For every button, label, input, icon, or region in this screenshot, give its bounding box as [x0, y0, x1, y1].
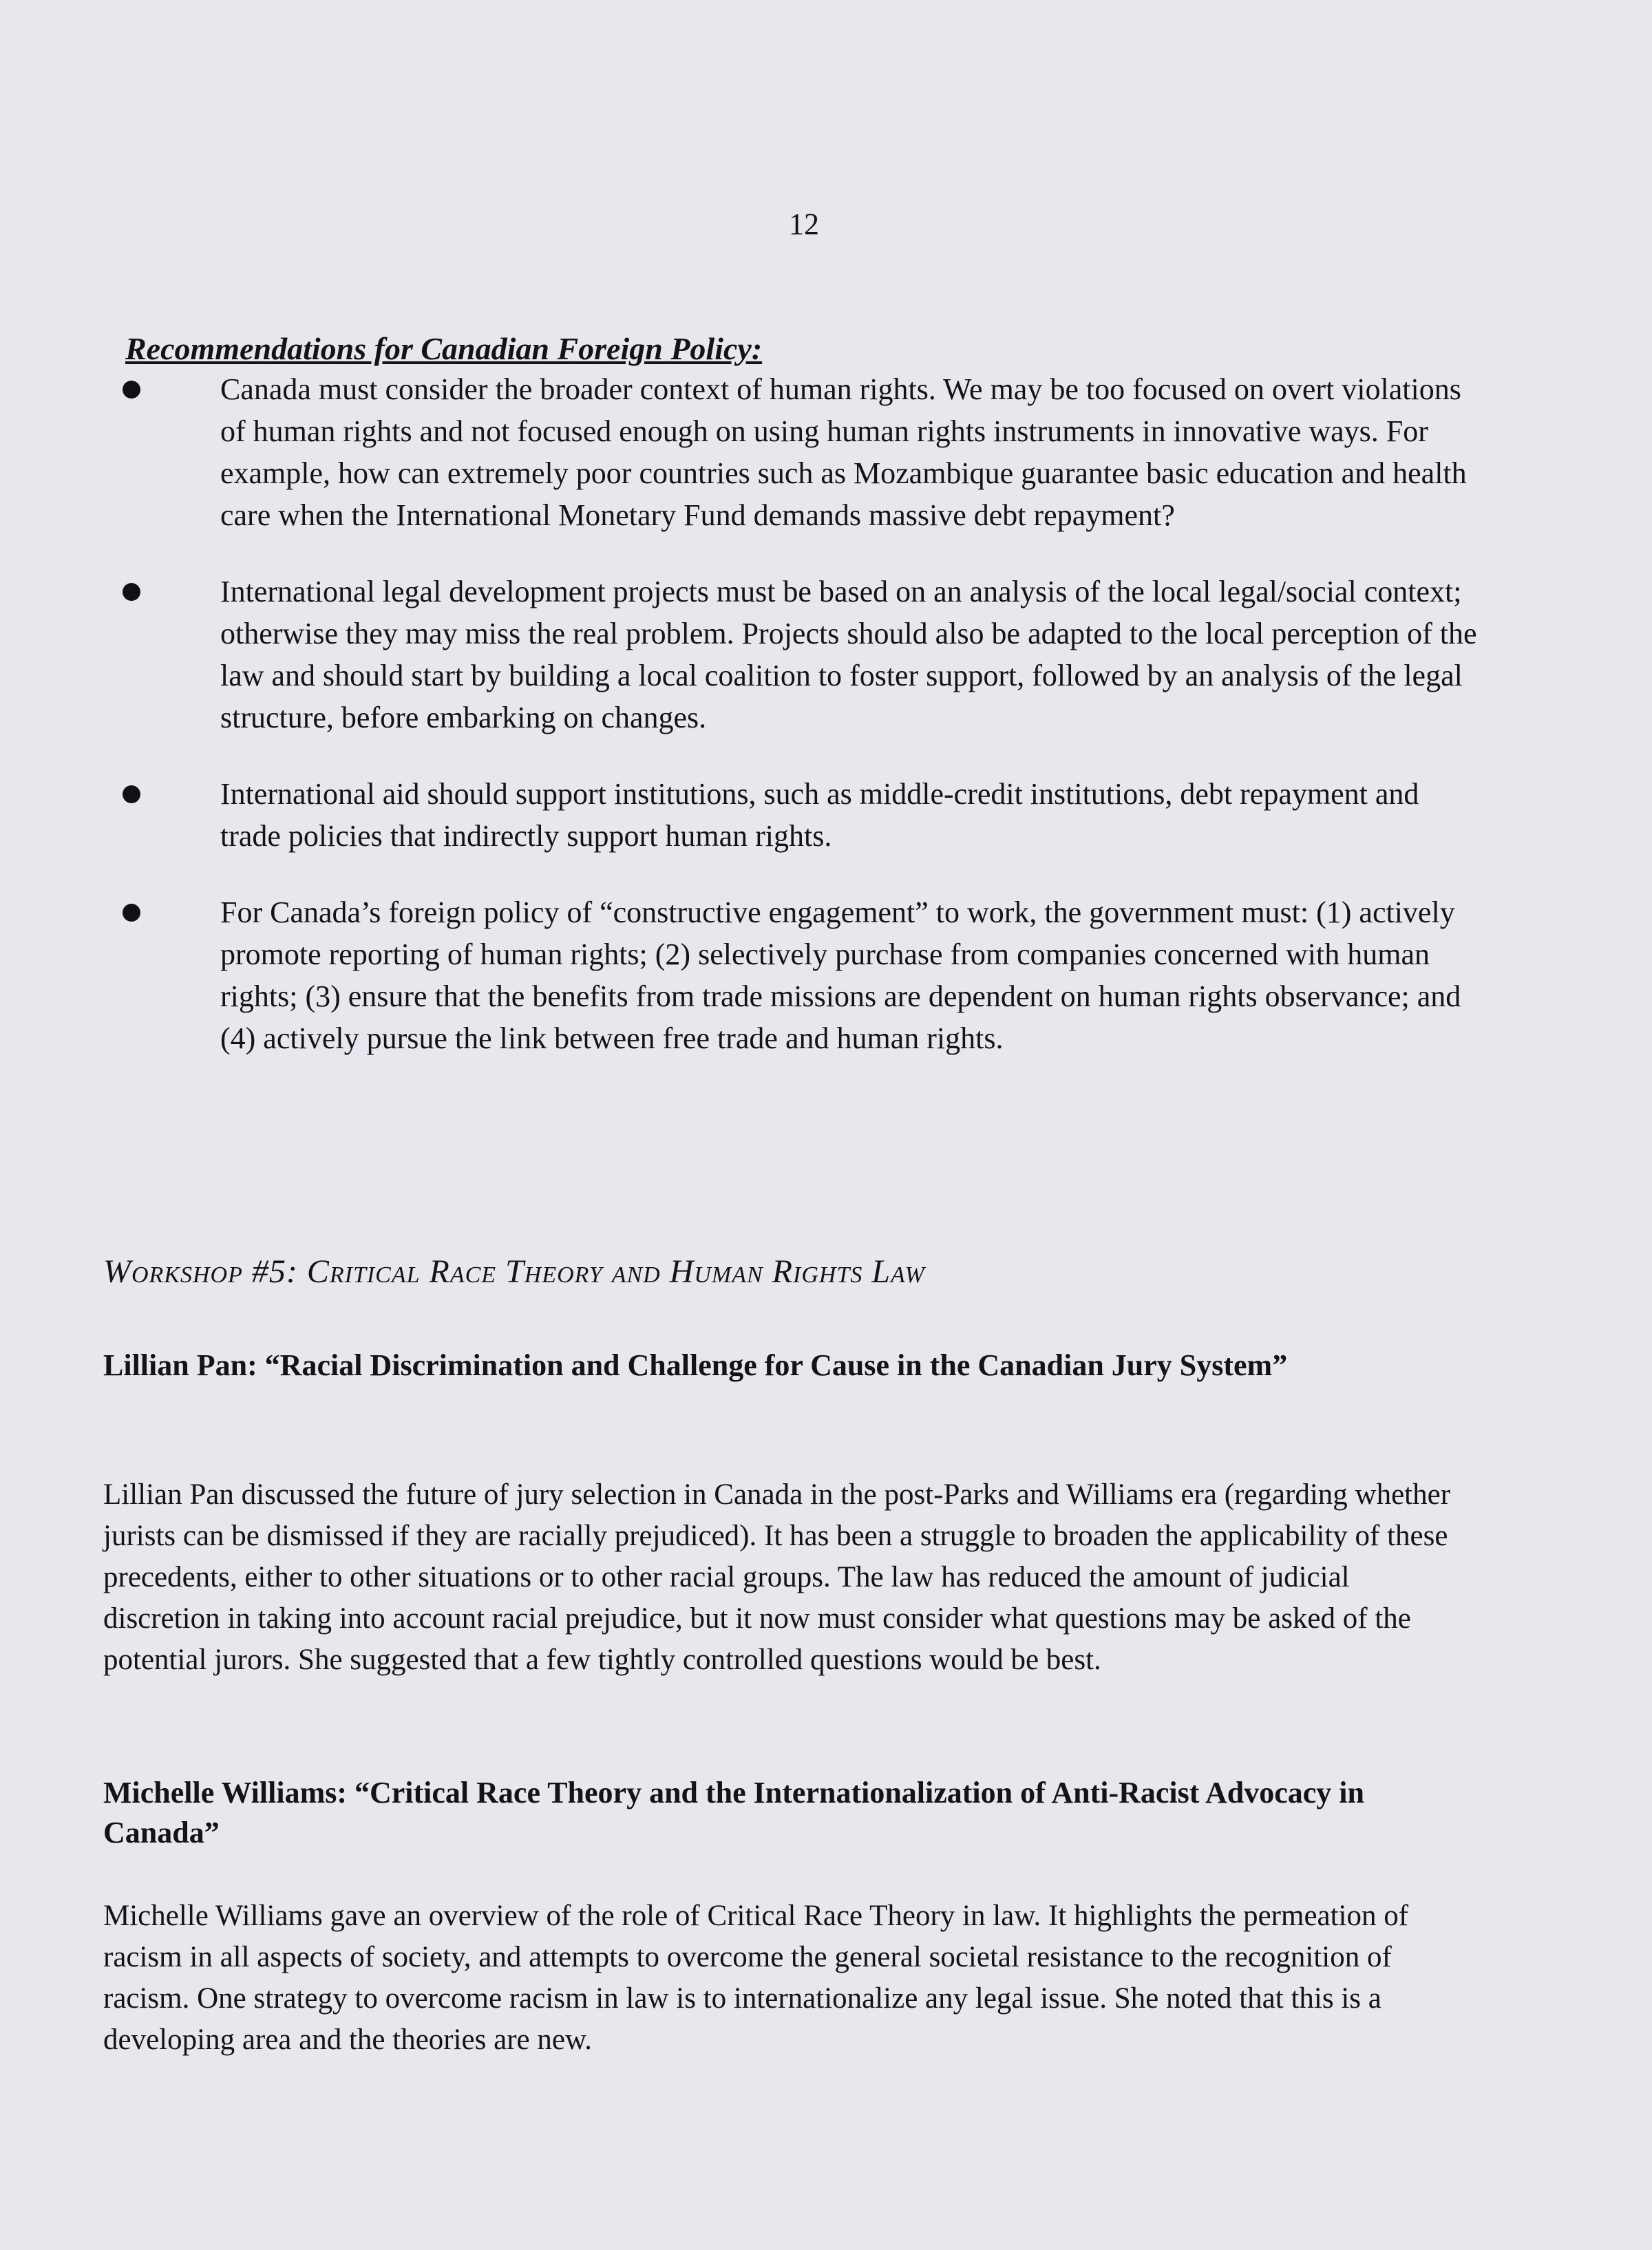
list-item-text: Canada must consider the broader context of human rights. We may be too focused on overt violations of human rights and not focused enough on using human rights instruments in innovative ways. For example, how can extremely poor countries such as Mozambique guarantee basic education and health care when the International Monetary Fund demands massive debt repayment? — [220, 372, 1467, 532]
list-item-text: For Canada’s foreign policy of “constructive engagement” to work, the government must: (1) actively promote reporting of human rights; (2) selectively purchase from companies concerned with human rights; (3) ensure that the benefits from trade missions are dependent on human rights observance; and (4) actively pursue the link between free trade and human rights. — [220, 895, 1461, 1055]
list-item-text: International aid should support institutions, such as middle-credit institutions, debt repayment and trade policies that indirectly support human rights. — [220, 777, 1419, 853]
bullet-icon — [123, 583, 140, 601]
bullet-icon — [123, 381, 140, 399]
bullet-icon — [123, 785, 140, 803]
list-item — [110, 368, 1487, 536]
page-number: 12 — [789, 207, 819, 241]
talk-title: Michelle Williams: “Critical Race Theory and the Internationalization of Anti-Racist Advocacy in Canada” — [103, 1776, 1364, 1849]
talk-summary: Michelle Williams gave an overview of the role of Critical Race Theory in law. It highlights the permeation of racism in all aspects of society, and attempts to overcome the general societal resistance to the recognition of racism. One strategy to overcome racism in law is to internationalize any legal issue. She noted that this is a developing area and the theories are new. — [103, 1900, 1409, 2056]
recommendations-heading: Recommendations for Canadian Foreign Policy: — [125, 331, 763, 366]
list-item — [110, 571, 1487, 739]
list-item — [110, 773, 1487, 857]
list-item-text: International legal development projects must be based on an analysis of the local legal/social context; otherwise they may miss the real problem. Projects should also be adapted to the local perception of the law and should start by building a local coalition to foster support, followed by an analysis of the legal structure, before embarking on changes. — [220, 575, 1477, 734]
bullet-icon — [123, 904, 140, 922]
recommendations-list — [110, 368, 1487, 1094]
list-item — [110, 891, 1487, 1059]
talk-summary: Lillian Pan discussed the future of jury selection in Canada in the post-Parks and Williams era (regarding whether jurists can be dismissed if they are racially prejudiced). It has been a struggle to broaden the applicability of these precedents, either to other situations or to other racial groups. The law has reduced the amount of judicial discretion in taking into account racial prejudice, but it now must consider what questions may be asked of the potential jurors. She suggested that a few tightly controlled questions would be best. — [103, 1478, 1451, 1676]
talk-title: Lillian Pan: “Racial Discrimination and Challenge for Cause in the Canadian Jury System” — [103, 1348, 1288, 1382]
workshop-heading: Workshop #5: Critical Race Theory and Human Rights Law — [103, 1253, 925, 1290]
